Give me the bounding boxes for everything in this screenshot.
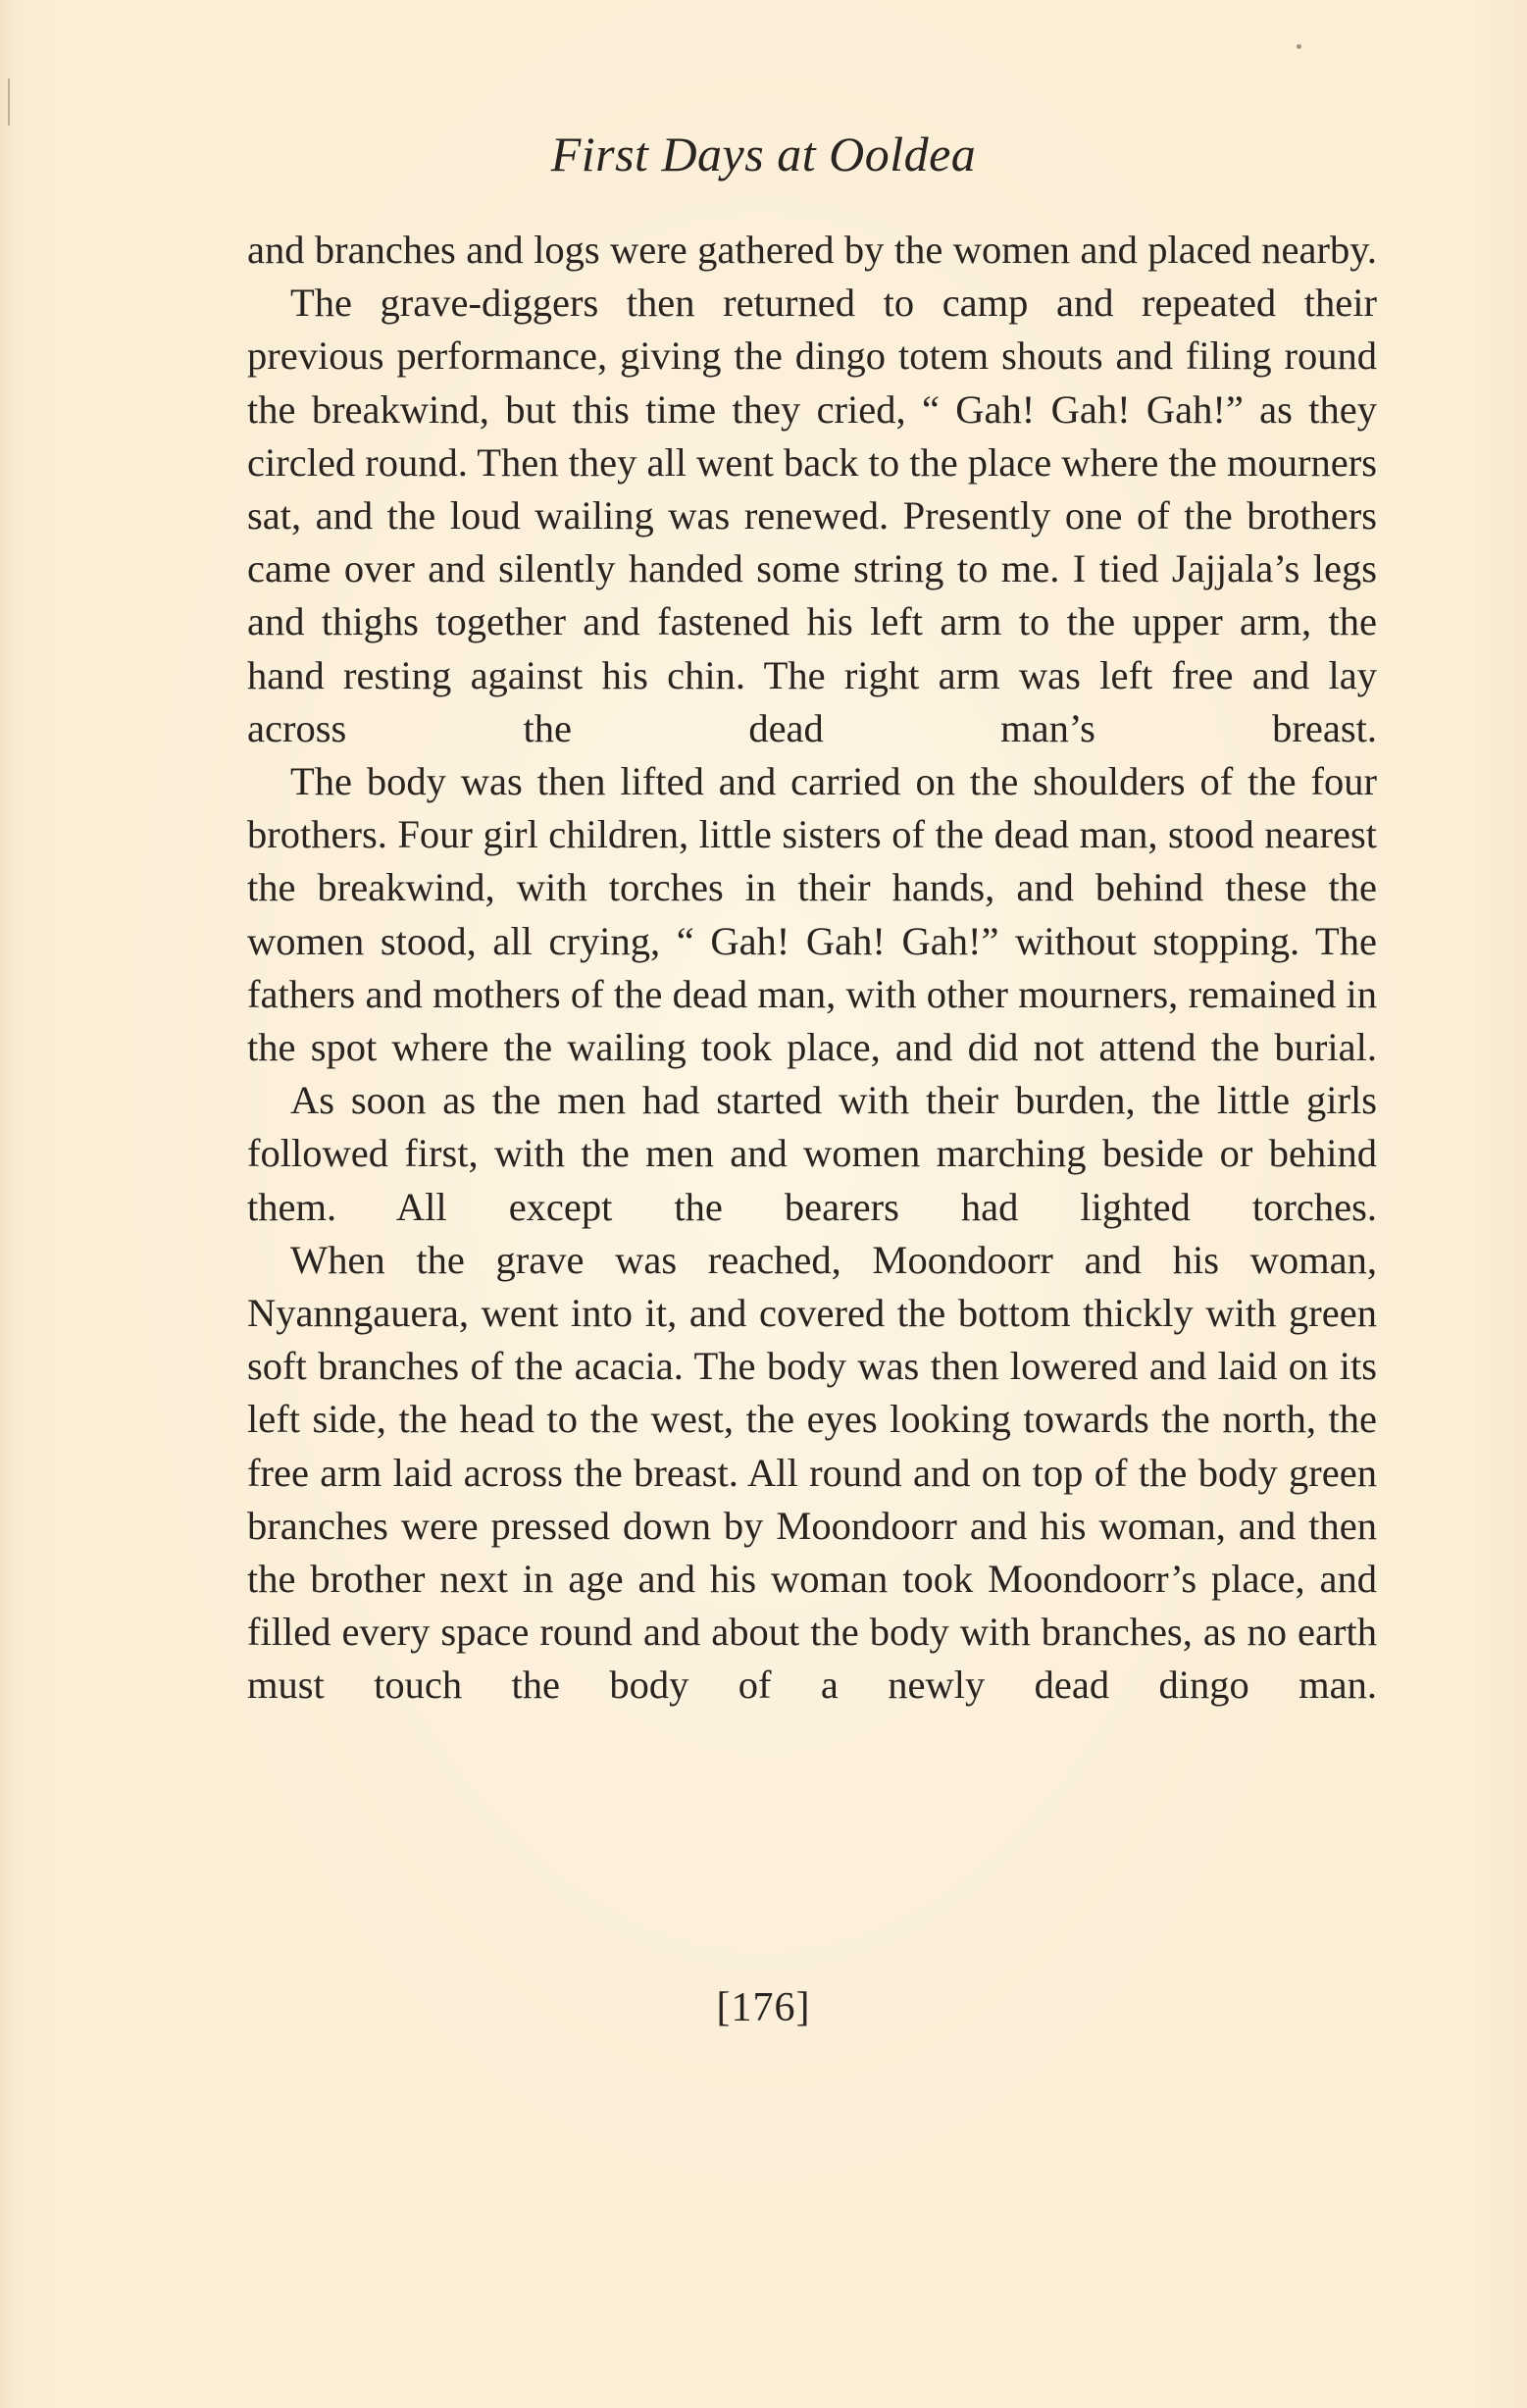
page-number: [176]	[716, 1985, 811, 2030]
paragraph-grave-reached: When the grave was reached, Moondoorr and his woman, Nyanngauera, went into it, and covered the bottom thickly with green soft branches of the acacia. The body was then lowered and laid on its left side, the head to the west, the eyes looking towards the north, the free arm laid across the breast. All round and on top of the body green branches were pressed down by Moondoorr and his woman, and then the brother next in age and his woman took Moondoorr’s place, and filled every space round and about the body with branches, as no earth must touch the body of a newly dead dingo man.	[247, 1237, 1377, 1708]
body-text	[247, 224, 1377, 1713]
paragraph-procession: As soon as the men had started with their burden, the little girls followed first, with the men and women marching beside or behind them. All except the bearers had lighted torches.	[247, 1078, 1377, 1229]
page-edge-mark	[8, 78, 10, 126]
paragraph-continuation: and branches and logs were gathered by the women and placed nearby.	[247, 228, 1377, 272]
paragraph-body-lifted: The body was then lifted and carried on the shoulders of the four brothers. Four girl children, little sisters of the dead man, stood nearest the breakwind, with torches in their hands, and behind these the women stood, all crying, “ Gah! Gah! Gah!” without stopping. The fathers and mothers of the dead man, with other mourners, remained in the spot where the wailing took place, and did not attend the burial.	[247, 759, 1377, 1070]
paragraph-grave-diggers: The grave-diggers then returned to camp and repeated their previous performance, giving the dingo totem shouts and filing round the breakwind, but this time they cried, “ Gah! Gah! Gah!” as they circled round. Then they all went back to the place where the mourners sat, and the loud wailing was renewed. Presently one of the brothers came over and silently handed some string to me. I tied Jajjala’s legs and thighs together and fastened his left arm to the upper arm, the hand resting against his chin. The right arm was left free and lay across the dead man’s breast.	[247, 281, 1377, 750]
running-head: First Days at Ooldea	[550, 127, 977, 181]
page-speck	[1297, 44, 1301, 49]
